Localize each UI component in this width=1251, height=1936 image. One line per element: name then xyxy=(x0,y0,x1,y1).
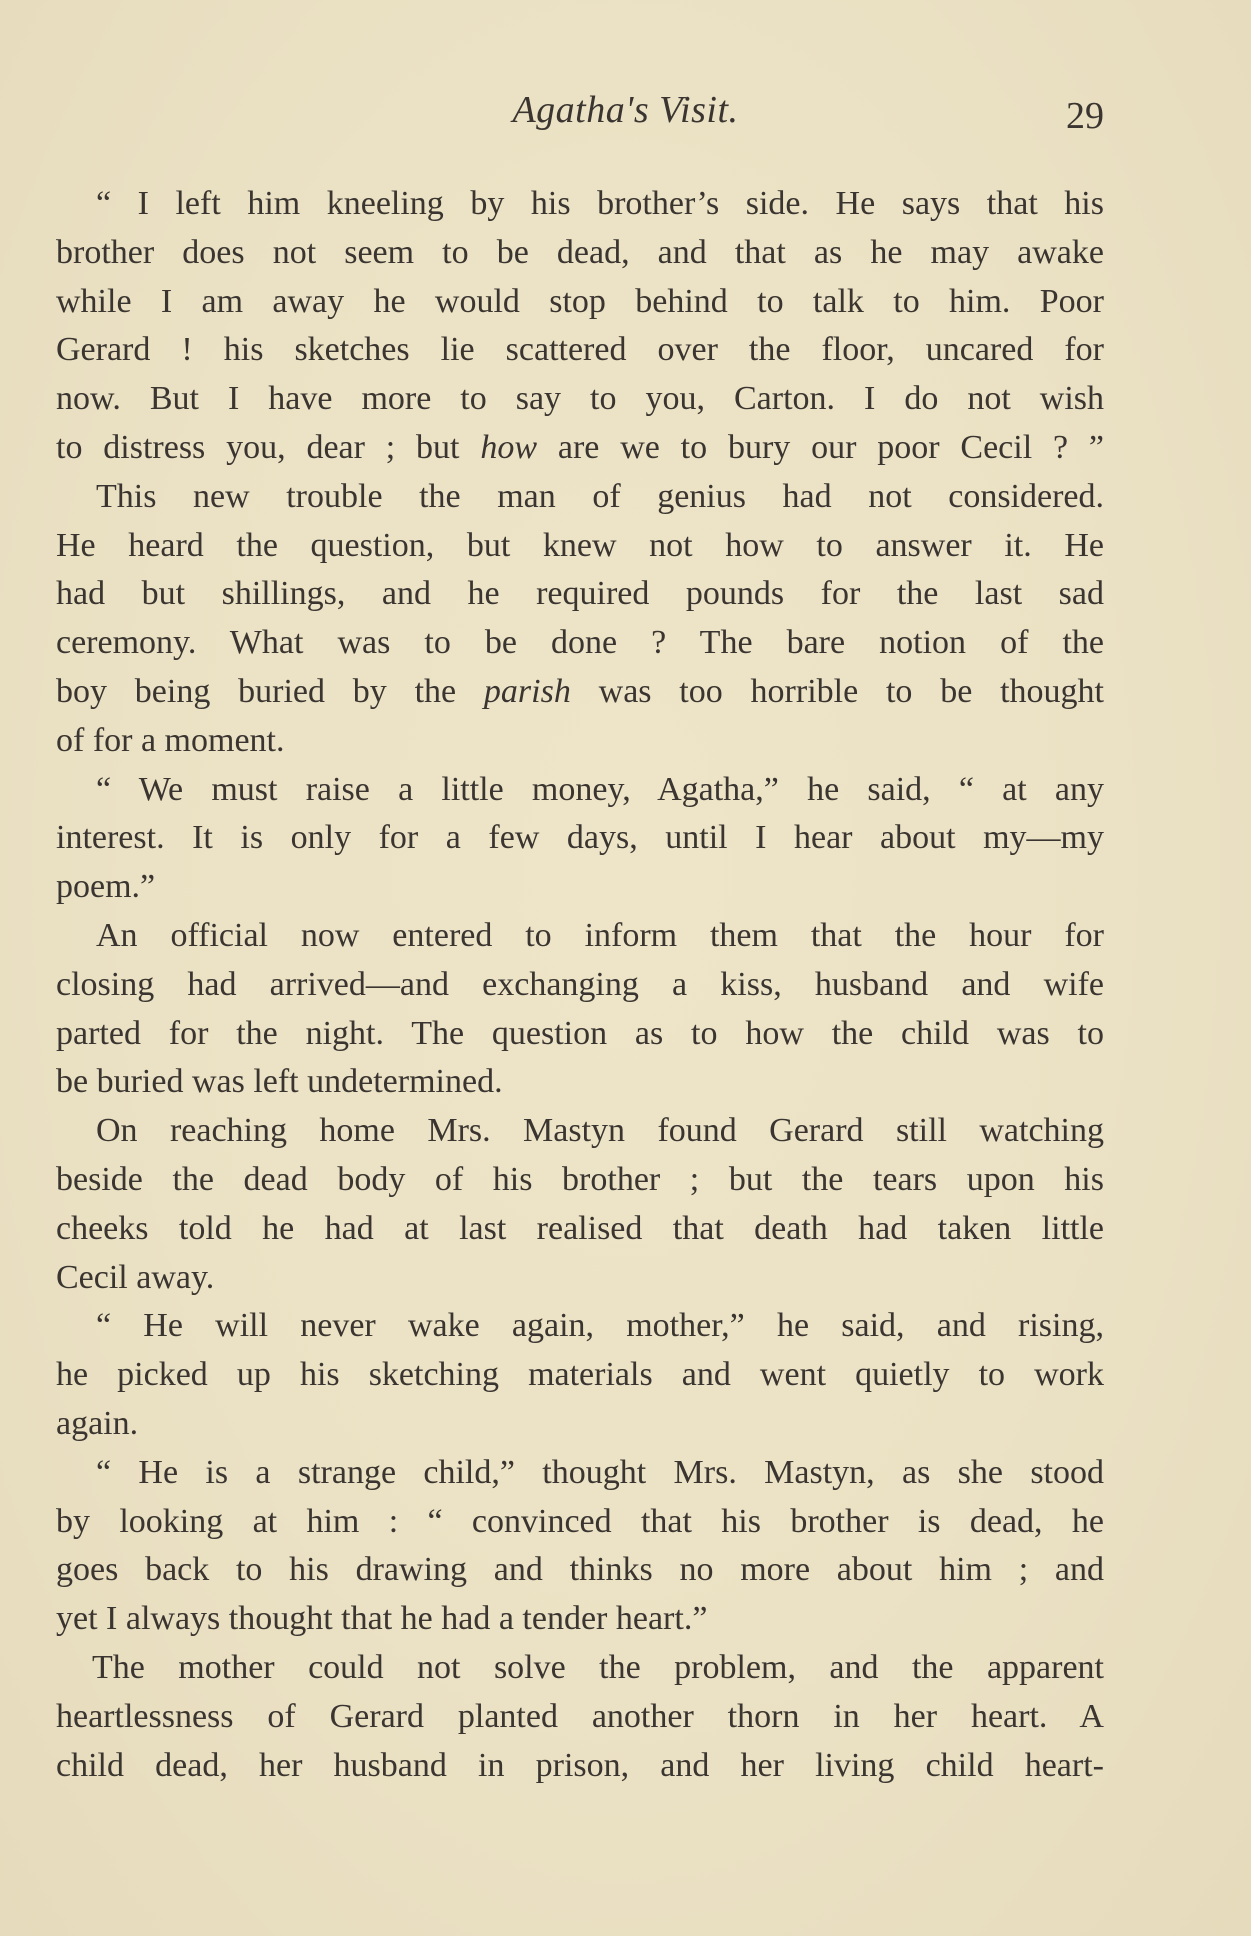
text-line: brother does not seem to be dead, and that as he may awake xyxy=(56,233,1104,271)
italic-word: how xyxy=(480,428,538,466)
text-line: “ I left him kneeling by his brother’s side. He says that his xyxy=(96,185,1104,222)
text-line: goes back to his drawing and thinks no more about him ; and xyxy=(56,1551,1104,1589)
text-line: yet I always thought that he had a tender heart.” xyxy=(56,1600,708,1638)
text-line: “ We must raise a little money, Agatha,” he said, “ at any xyxy=(96,770,1104,808)
text-line: heartlessness of Gerard planted another thorn in her heart. A xyxy=(56,1697,1104,1735)
text-line: boy being buried by the parish was too horrible to be thought xyxy=(56,672,1104,710)
text-line: while I am away he would stop behind to talk to him. Poor xyxy=(56,282,1104,320)
text-line: by looking at him : “ convinced that his brother is dead, he xyxy=(56,1502,1104,1540)
text-line: parted for the night. The question as to how the child was to xyxy=(56,1014,1104,1052)
text-line: cheeks told he had at last realised that death had taken little xyxy=(56,1209,1104,1247)
text-line: beside the dead body of his brother ; but the tears upon his xyxy=(56,1160,1104,1198)
text-line: poem.” xyxy=(56,868,156,906)
italic-word: parish xyxy=(483,672,571,710)
text-line: Gerard ! his sketches lie scattered over the floor, uncared for xyxy=(56,331,1104,369)
text-line: interest. It is only for a few days, until I hear about my—my xyxy=(56,819,1104,857)
text-line: The mother could not solve the problem, and the apparent xyxy=(92,1648,1104,1686)
text-line: “ He will never wake again, mother,” he said, and rising, xyxy=(96,1307,1104,1345)
running-head xyxy=(0,88,1251,138)
text-line: to distress you, dear ; but how are we to bury our poor Cecil ? ” xyxy=(56,428,1105,466)
text-line: again. xyxy=(56,1404,139,1442)
text-line: of for a moment. xyxy=(56,721,285,759)
text-line: now. But I have more to say to you, Carton. I do not wish xyxy=(56,380,1104,418)
text-line: “ He is a strange child,” thought Mrs. Mastyn, as she stood xyxy=(96,1453,1104,1491)
text-line: On reaching home Mrs. Mastyn found Gerard still watching xyxy=(96,1112,1104,1150)
text-line: An official now entered to inform them that the hour for xyxy=(96,916,1104,954)
text-line: he picked up his sketching materials and went quietly to work xyxy=(56,1356,1104,1394)
text-line: ceremony. What was to be done ? The bare notion of the xyxy=(56,624,1104,662)
text-line: closing had arrived—and exchanging a kiss, husband and wife xyxy=(56,965,1104,1003)
text-line: be buried was left undetermined. xyxy=(56,1063,503,1101)
running-title: Agatha's Visit. xyxy=(512,89,739,131)
body-text xyxy=(56,180,1104,1790)
text-line: Cecil away. xyxy=(56,1258,215,1296)
text-line: He heard the question, but knew not how to answer it. He xyxy=(56,526,1104,564)
text-line: This new trouble the man of genius had not considered. xyxy=(96,477,1104,515)
text-line: child dead, her husband in prison, and her living child heart- xyxy=(56,1746,1104,1784)
text-line: had but shillings, and he required pounds for the last sad xyxy=(56,575,1104,613)
page-number: 29 xyxy=(1066,95,1104,137)
